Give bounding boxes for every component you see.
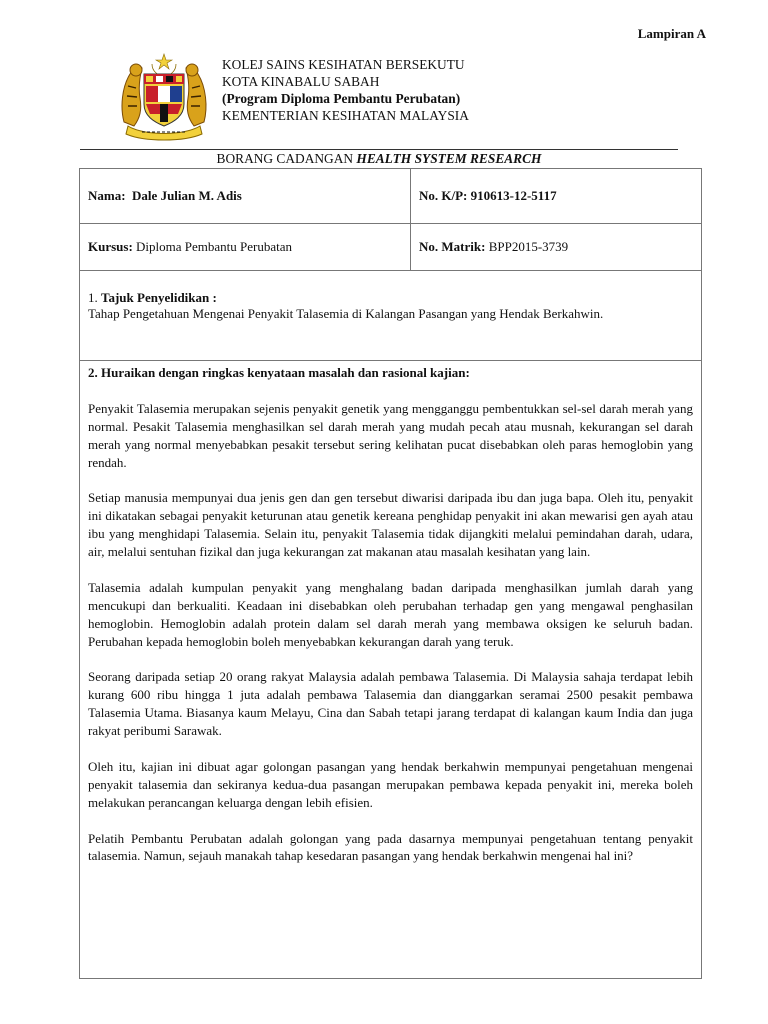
ic-number-cell (411, 169, 702, 224)
form-title-prefix: BORANG CADANGAN (216, 151, 354, 166)
name-cell (80, 169, 411, 224)
research-title-cell (80, 271, 702, 361)
course-label: Kursus: (88, 239, 133, 254)
matric-number-label: No. Matrik: (419, 239, 486, 254)
program-name: (Program Diploma Pembantu Perubatan) (222, 91, 461, 106)
name-label: Nama: (88, 188, 126, 203)
research-title-text: Tahap Pengetahuan Mengenai Penyakit Talasemia di Kalangan Pasangan yang Hendak Berkahwin. (88, 306, 604, 321)
college-location: KOTA KINABALU SABAH (222, 74, 380, 89)
lampiran-label: Lampiran A (637, 26, 706, 41)
section1-number: 1. (88, 290, 98, 305)
paragraph: Pelatih Pembantu Perubatan adalah golongan yang pada dasarnya mempunyai pengetahuan tentang penyakit talasemia. Namun, sejauh manakah tahap kesedaran pasangan yang hendak berkahwin mengenai hal ini? (88, 830, 693, 864)
ic-number-value: 910613-12-5117 (470, 188, 557, 203)
form-title-emphasis: HEALTH SYSTEM RESEARCH (356, 151, 542, 166)
problem-statement-cell (80, 361, 702, 979)
paragraph: Penyakit Talasemia merupakan sejenis penyakit genetik yang mengganggu pembentukkan sel-sel darah merah yang normal. Pesakit Talasemia menghasilkan sel darah merah yang mudah pecah atau musnah, kekurangan sel darah merah yang normal menyebabkan pesakit tersebut sering kelihatan pucat disebabkan oleh paras hemoglobin yang rendah. (88, 400, 693, 470)
malaysia-coat-of-arms-icon (116, 52, 212, 142)
name-value: Dale Julian M. Adis (132, 188, 242, 203)
matric-number-value: BPP2015-3739 (488, 239, 569, 254)
form-row-identity (80, 169, 702, 224)
form-row-research-title (80, 271, 702, 361)
course-cell (80, 224, 411, 271)
section1-title: Tajuk Penyelidikan : (101, 290, 217, 305)
college-name: KOLEJ SAINS KESIHATAN BERSEKUTU (222, 57, 465, 72)
form-row-problem-statement (80, 361, 702, 979)
form-row-course (80, 224, 702, 271)
paragraph: Talasemia adalah kumpulan penyakit yang menghalang badan daripada menghasilkan jumlah darah yang mencukupi dan berkualiti. Keadaan ini disebabkan oleh perubahan terhadap gen yang mengawal penghasilan hemoglobin. Hemoglobin adalah protein dalam sel darah merah yang membawa oksigen ke seluruh badan. Perubahan kepada hemoglobin boleh menyebabkan kekurangan darah yang teruk. (88, 579, 693, 649)
paragraph: Oleh itu, kajian ini dibuat agar golongan pasangan yang hendak berkahwin mempunyai pengetahuan mengenai penyakit talasemia dan sekiranya kedua-dua pasangan merupakan pembawa kepada penyakit ini, mereka boleh melakukan perancangan keluarga dengan lebih efisien. (88, 758, 693, 810)
form-title (80, 150, 678, 168)
paragraph: Setiap manusia mempunyai dua jenis gen dan gen tersebut diwarisi daripada ibu dan juga bapa. Oleh itu, penyakit ini dikatakan sebagai penyakit keturunan atau genetik kereana penghidap penyakit ini akan mewarisi gen ayah atau ibu yang menghidapi Talasemia. Selain itu, penyakit Talasemia tidak dijangkiti melalui pemindahan darah, udara, air, melalui sentuhan fizikal dan juga kekurangan zat makanan atau masalah kesihatan yang lain. (88, 490, 693, 560)
matric-number-cell (411, 224, 702, 271)
course-value: Diploma Pembantu Perubatan (136, 239, 293, 254)
ic-number-label: No. K/P: (419, 188, 468, 203)
institution-header (222, 56, 469, 124)
proposal-form-table (79, 168, 702, 979)
section2-title: 2. Huraikan dengan ringkas kenyataan masalah dan rasional kajian: (88, 365, 470, 380)
ministry-name: KEMENTERIAN KESIHATAN MALAYSIA (222, 108, 469, 123)
paragraph: Seorang daripada setiap 20 orang rakyat Malaysia adalah pembawa Talasemia. Di Malaysia sahaja terdapat lebih kurang 600 ribu hingga 1 juta adalah pembawa Talasemia dan dianggarkan seramai 2500 pesakit pembawa Talasemia Utama. Biasanya kaum Melayu, Cina dan Sabah tetapi jarang terdapat di kalangan kaum India dan juga rakyat peribumi Sarawak. (88, 669, 693, 739)
